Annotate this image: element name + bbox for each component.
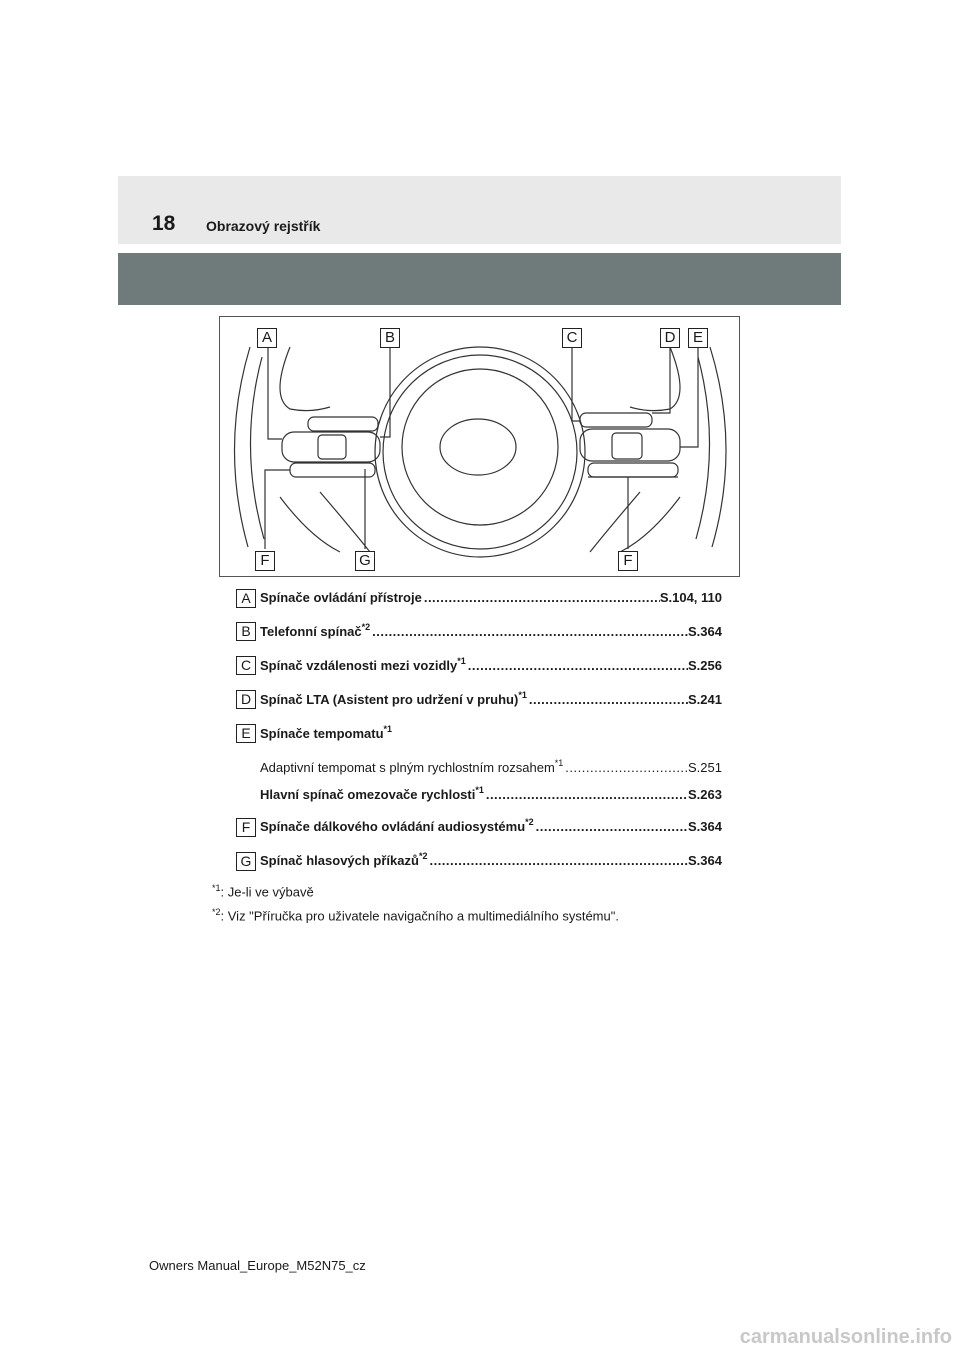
entry-label: Spínač hlasových příkazů	[260, 853, 419, 868]
entry-e-sub-2	[260, 785, 722, 805]
entry-letter-c: C	[236, 656, 256, 675]
entry-e-sub-1	[260, 758, 722, 778]
entry-letter-e: E	[236, 724, 256, 743]
entry-letter-d: D	[236, 690, 256, 709]
entry-sup: *1	[457, 655, 466, 666]
entry-label: Spínače dálkového ovládání audiosystému	[260, 819, 526, 834]
callout-g: G	[355, 551, 375, 571]
entry-g	[260, 851, 722, 871]
entry-c	[260, 656, 722, 676]
entry-label: Hlavní spínač omezovače rychlosti	[260, 787, 476, 802]
footnote-1	[212, 879, 314, 901]
entry-sup: *1	[383, 723, 393, 734]
footnote-mark: *1	[212, 883, 221, 893]
entry-label: Spínač vzdálenosti mezi vozidly	[260, 658, 458, 673]
page-number: 18	[152, 212, 176, 235]
footnote-2	[212, 903, 619, 925]
entry-ref: S.251	[688, 760, 722, 775]
footnote-text: : Je-li ve výbavě	[220, 884, 314, 900]
callout-a: A	[257, 328, 277, 348]
entry-label: Spínače tempomatu	[260, 726, 384, 741]
entry-sup: *1	[554, 757, 564, 768]
entry-label: Adaptivní tempomat s plným rychlostním rozsahem	[260, 760, 555, 775]
wheel-rim-left	[234, 347, 250, 547]
entry-sup: *1	[518, 689, 527, 700]
entry-e	[260, 724, 722, 744]
entry-ref: S.364	[688, 853, 722, 868]
entry-sup: *2	[361, 621, 371, 632]
entry-letter-a: A	[236, 589, 256, 608]
callout-d: D	[660, 328, 680, 348]
callout-f-right: F	[618, 551, 638, 571]
entry-b	[260, 622, 722, 642]
entry-letter-f: F	[236, 818, 256, 837]
page-title: Obrazový rejstřík	[206, 218, 321, 234]
right-switch-pad	[580, 429, 680, 461]
emblem	[440, 419, 516, 475]
entry-ref: S.364	[688, 624, 722, 639]
left-switch-pad	[282, 432, 380, 462]
wheel-rim-right	[710, 347, 726, 547]
callout-c: C	[562, 328, 582, 348]
steering-wheel-figure	[219, 316, 740, 577]
footnote-mark: *2	[212, 907, 221, 917]
callout-e: E	[688, 328, 708, 348]
entry-f	[260, 817, 722, 837]
callout-b: B	[380, 328, 400, 348]
entry-sup: *1	[475, 784, 484, 795]
entry-sup: *2	[418, 850, 428, 861]
entry-ref: S.263	[688, 787, 722, 802]
entry-label: Spínače ovládání přístroje	[260, 590, 422, 605]
section-band	[118, 253, 841, 305]
entry-ref: S.364	[688, 819, 722, 834]
entry-letter-b: B	[236, 622, 256, 641]
entry-ref: S.241	[688, 692, 722, 707]
footer-text: Owners Manual_Europe_M52N75_cz	[149, 1258, 366, 1273]
entry-label: Telefonní spínač	[260, 624, 362, 639]
entry-letter-g: G	[236, 852, 256, 871]
entry-sup: *2	[525, 816, 534, 827]
steering-wheel-illustration	[220, 317, 740, 577]
entry-label: Spínač LTA (Asistent pro udržení v pruhu)	[260, 692, 519, 707]
entry-d	[260, 690, 722, 710]
entry-ref: S.256	[688, 658, 722, 673]
entry-ref: S.104, 110	[659, 590, 722, 605]
footnote-text: : Viz "Příručka pro uživatele navigačního a multimediálního systému".	[220, 908, 619, 924]
entry-a	[260, 588, 722, 608]
watermark: carmanualsonline.info	[739, 1326, 952, 1348]
callout-f-left: F	[255, 551, 275, 571]
